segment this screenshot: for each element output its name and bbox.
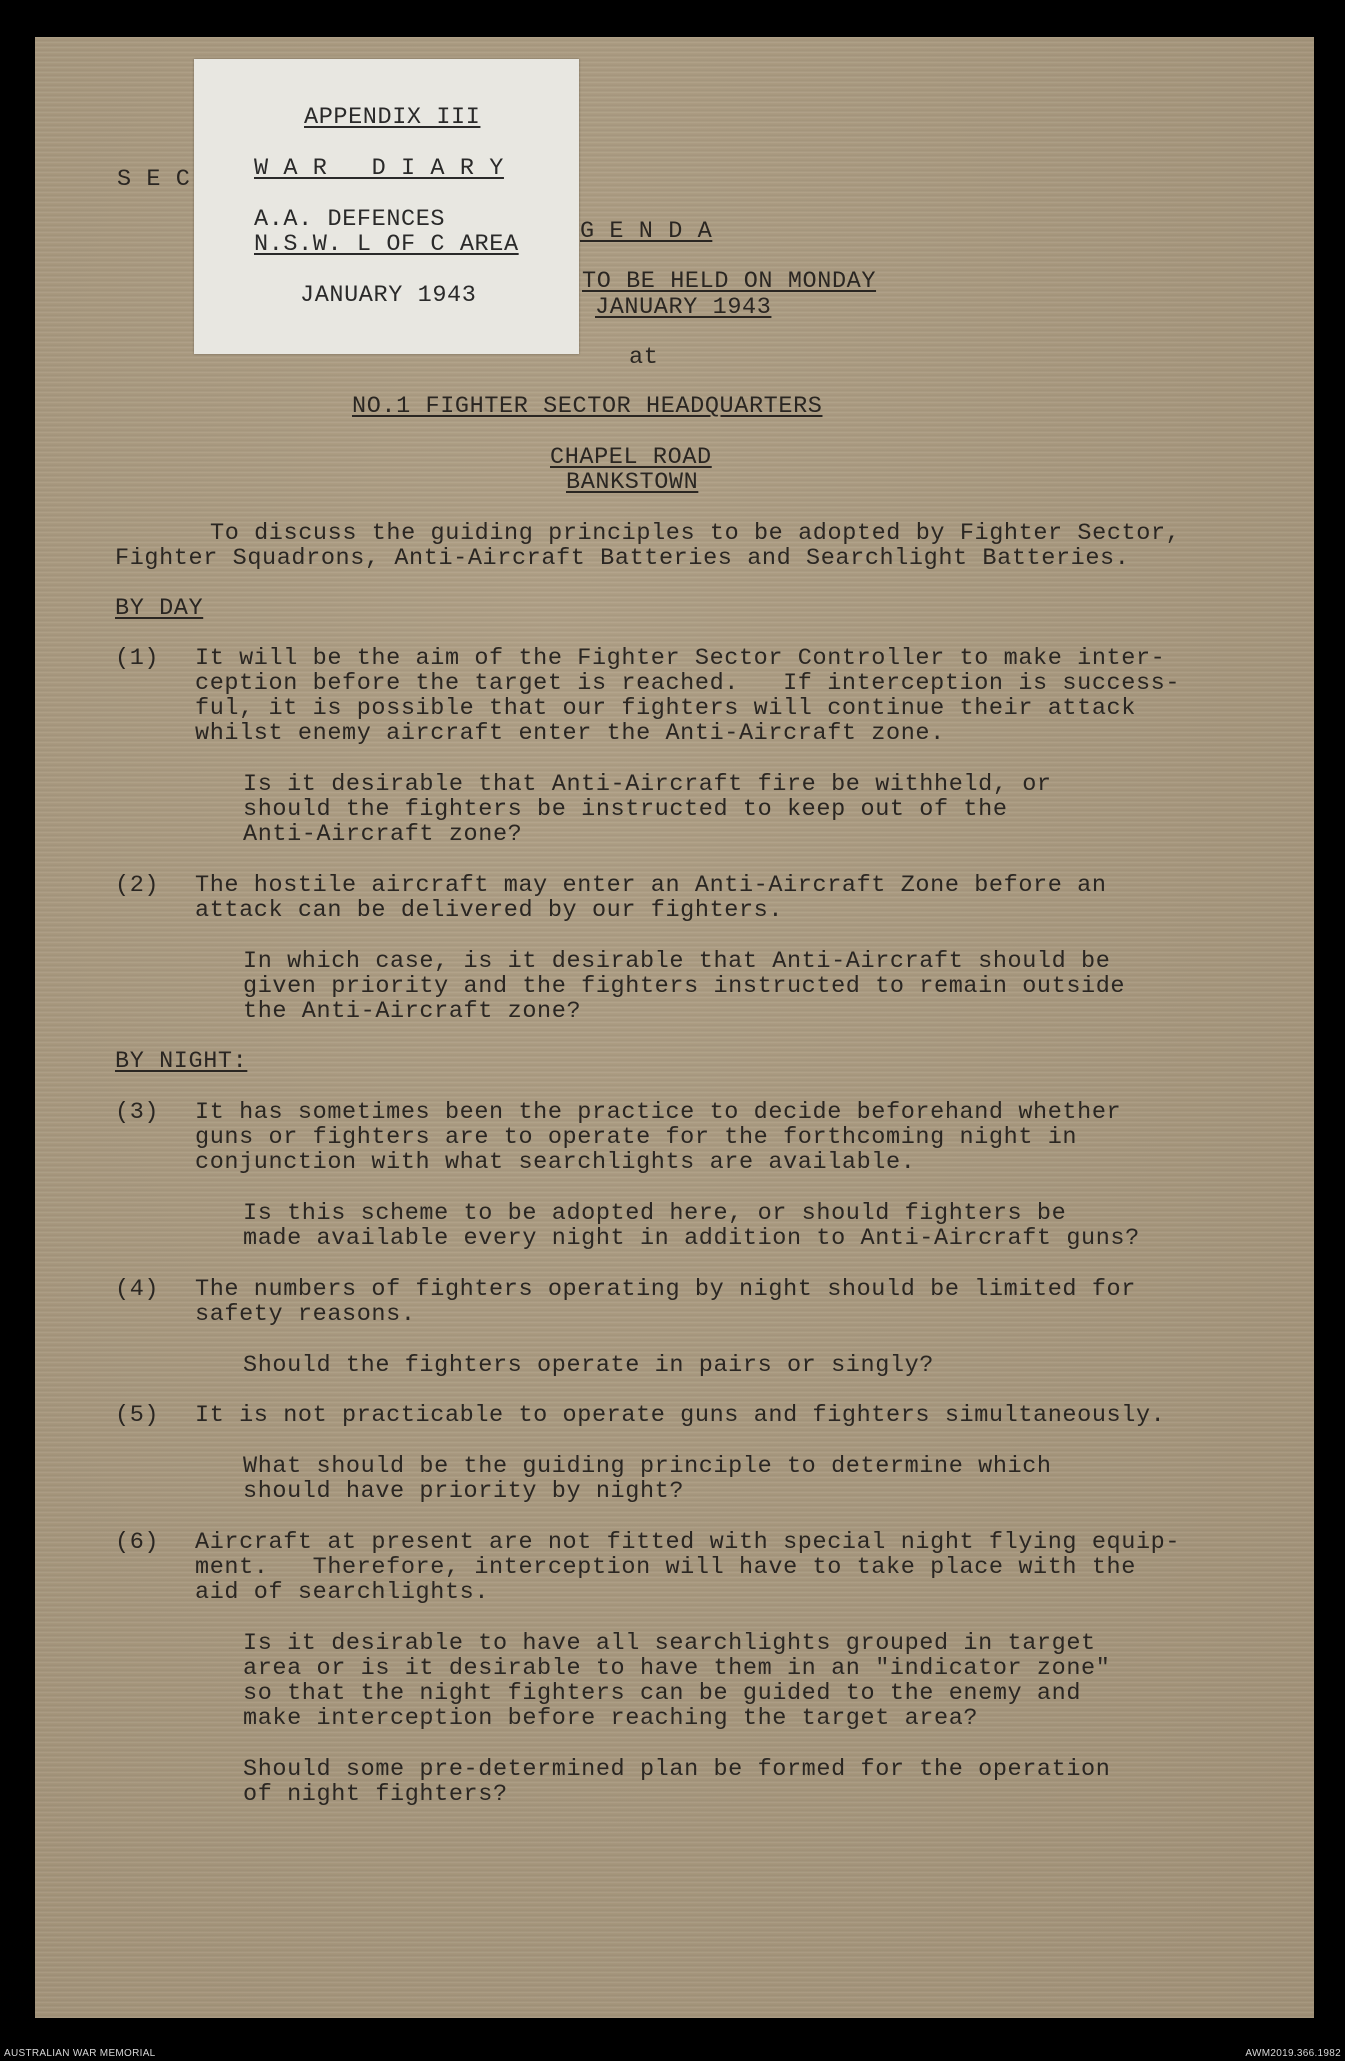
item-number: (4): [115, 1276, 160, 1303]
question-line: should the fighters be instructed to keep out of the: [243, 796, 1008, 823]
question-line: Is it desirable that Anti-Aircraft fire be withheld, or: [243, 771, 1052, 798]
intro-line-2: Fighter Squadrons, Anti-Aircraft Batteries and Searchlight Batteries.: [115, 545, 1130, 572]
question-line: of night fighters?: [243, 1781, 508, 1808]
item-line: safety reasons.: [195, 1301, 416, 1328]
item-line: It has sometimes been the practice to decide beforehand whether: [195, 1099, 1122, 1126]
item-line: whilst enemy aircraft enter the Anti-Aircraft zone.: [195, 720, 945, 747]
label-area: N.S.W. L OF C AREA: [254, 231, 519, 258]
hq-heading: NO.1 FIGHTER SECTOR HEADQUARTERS: [352, 393, 823, 420]
question-line: Should the fighters operate in pairs or singly?: [243, 1352, 935, 1379]
war-diary-label: [194, 59, 579, 354]
question-line: made available every night in addition to Anti-Aircraft guns?: [243, 1225, 1140, 1252]
label-appendix: APPENDIX III: [304, 104, 481, 131]
by-day-heading: BY DAY: [115, 595, 204, 622]
question-line: Should some pre-determined plan be formed for the operation: [243, 1756, 1111, 1783]
item-line: aid of searchlights.: [195, 1579, 490, 1606]
town-heading: BANKSTOWN: [566, 469, 699, 496]
item-line: It is not practicable to operate guns and fighters simultaneously.: [195, 1402, 1166, 1429]
item-line: attack can be delivered by our fighters.: [195, 897, 784, 924]
intro-line-1: To discuss the guiding principles to be adopted by Fighter Sector,: [210, 520, 1181, 547]
item-line: ful, it is possible that our fighters will continue their attack: [195, 695, 1136, 722]
item-number: (3): [115, 1099, 160, 1126]
item-line: Aircraft at present are not fitted with special night flying equip-: [195, 1529, 1181, 1556]
item-number: (6): [115, 1529, 160, 1556]
item-line: guns or fighters are to operate for the forthcoming night in: [195, 1124, 1078, 1151]
question-line: Anti-Aircraft zone?: [243, 821, 523, 848]
item-line: The numbers of fighters operating by night should be limited for: [195, 1276, 1136, 1303]
item-line: ment. Therefore, interception will have to take place with the: [195, 1554, 1136, 1581]
question-line: given priority and the fighters instructed to remain outside: [243, 973, 1126, 1000]
label-defences: A.A. DEFENCES: [254, 206, 446, 233]
item-number: (5): [115, 1402, 160, 1429]
item-line: The hostile aircraft may enter an Anti-Aircraft Zone before an: [195, 872, 1107, 899]
question-line: make interception before reaching the target area?: [243, 1705, 979, 1732]
document-page: [35, 37, 1314, 2018]
question-line: What should be the guiding principle to determine which: [243, 1453, 1052, 1480]
footer-credit: AUSTRALIAN WAR MEMORIAL: [4, 2048, 156, 2059]
meeting-line-1: TO BE HELD ON MONDAY: [582, 268, 877, 295]
partial-sec-text: S E C: [117, 166, 191, 193]
item-number: (1): [115, 645, 160, 672]
road-heading: CHAPEL ROAD: [550, 444, 712, 471]
item-line: It will be the aim of the Fighter Sector Controller to make inter-: [195, 645, 1166, 672]
label-war-diary: W A R D I A R Y: [254, 155, 504, 182]
question-line: Is this scheme to be adopted here, or should fighters be: [243, 1200, 1067, 1227]
question-line: so that the night fighters can be guided to the enemy and: [243, 1680, 1082, 1707]
partial-agenda-heading: G E N D A: [580, 218, 713, 245]
footer-accession: AWM2019.366.1982: [1245, 2048, 1341, 2059]
question-line: the Anti-Aircraft zone?: [243, 998, 582, 1025]
item-number: (2): [115, 872, 160, 899]
label-date: JANUARY 1943: [300, 282, 477, 309]
item-line: ception before the target is reached. If interception is success-: [195, 670, 1181, 697]
question-line: Is it desirable to have all searchlights grouped in target: [243, 1630, 1096, 1657]
at-text: at: [629, 344, 659, 371]
question-line: In which case, is it desirable that Anti-Aircraft should be: [243, 948, 1111, 975]
question-line: should have priority by night?: [243, 1478, 685, 1505]
question-line: area or is it desirable to have them in an "indicator zone": [243, 1655, 1111, 1682]
by-night-heading: BY NIGHT:: [115, 1048, 248, 1075]
item-line: conjunction with what searchlights are available.: [195, 1149, 916, 1176]
meeting-line-2: JANUARY 1943: [595, 294, 772, 321]
